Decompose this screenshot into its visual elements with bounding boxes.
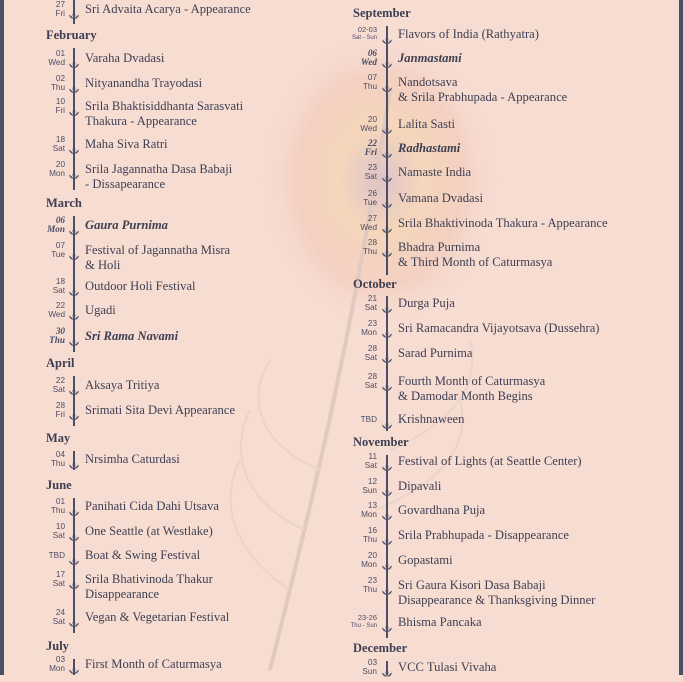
event-date <box>55 97 65 115</box>
event-title: Ugadi <box>85 303 116 317</box>
event-day: 02 <box>55 74 65 83</box>
event-day: 07 <box>55 241 65 250</box>
event-day: TBD <box>48 551 65 560</box>
event-date <box>55 0 65 18</box>
lotus-icon <box>68 165 80 174</box>
lotus-icon <box>68 221 80 230</box>
event-date <box>365 452 377 470</box>
event-weekday: Sat <box>364 353 377 362</box>
event-weekday: Wed <box>360 223 377 232</box>
event-title: Festival of Lights (at Seattle Center) <box>398 454 582 468</box>
event-title: Sarad Purnima <box>398 346 473 360</box>
event-weekday: Fri <box>55 9 65 18</box>
month-heading: June <box>46 478 72 492</box>
event-weekday: Thu <box>362 82 377 91</box>
lotus-icon <box>381 120 393 129</box>
event-title: Maha Siva Ratri <box>85 137 168 151</box>
event-weekday: Sat <box>364 381 377 390</box>
lotus-icon <box>381 531 393 540</box>
month-heading: February <box>46 28 97 42</box>
event-date <box>51 450 65 468</box>
event-date <box>53 277 65 295</box>
month-heading: December <box>353 641 408 655</box>
event-title: Sri Ramacandra Vijayotsava (Dussehra) <box>398 321 600 335</box>
month-heading: April <box>46 356 75 370</box>
event-title: Vegan & Vegetarian Festival <box>85 610 230 624</box>
event-date <box>352 25 377 43</box>
event-title: Govardhana Puja <box>398 503 486 517</box>
event-weekday: Sat <box>364 303 377 312</box>
event-date <box>363 526 377 544</box>
event-day: 06 <box>367 48 377 58</box>
event-date <box>362 477 377 495</box>
event-day: 22 <box>55 376 65 385</box>
right-border <box>679 0 683 675</box>
event-weekday: Sat <box>52 144 65 153</box>
month-heading: October <box>353 277 397 291</box>
month-heading: March <box>46 196 82 210</box>
lotus-icon <box>68 246 80 255</box>
event-title: Disappearance <box>85 586 160 601</box>
lotus-icon <box>68 381 80 390</box>
event-date <box>53 522 65 540</box>
event-day: 01 <box>55 497 65 506</box>
event-weekday: Thu <box>362 535 377 544</box>
event-day: 27 <box>367 214 377 223</box>
event-title: Boat & Swing Festival <box>85 548 201 562</box>
event-title: Flavors of India (Rathyatra) <box>398 27 539 41</box>
lotus-icon <box>381 556 393 565</box>
event-day: 04 <box>55 450 65 459</box>
event-weekday: Fri <box>55 410 65 419</box>
event-weekday: Sat - Sun <box>351 35 377 41</box>
event-title: Fourth Month of Caturmasya <box>398 374 546 388</box>
lotus-icon <box>68 282 80 291</box>
event-date <box>49 655 65 673</box>
event-date <box>365 139 377 157</box>
event-title: One Seattle (at Westlake) <box>85 524 213 538</box>
event-title: Aksaya Tritiya <box>85 378 160 392</box>
event-weekday: Wed <box>48 310 65 319</box>
event-day: 23 <box>367 163 377 172</box>
event-weekday: Thu <box>49 335 65 345</box>
event-day: 16 <box>367 526 377 535</box>
event-title: Srila Prabhupada - Disappearance <box>398 528 569 542</box>
event-date <box>361 501 377 519</box>
event-weekday: Fri <box>364 147 377 157</box>
event-date <box>48 49 65 67</box>
event-date <box>365 294 377 312</box>
event-weekday: Sat <box>52 579 65 588</box>
event-day: 26 <box>367 189 377 198</box>
event-weekday: Wed <box>360 124 377 133</box>
event-title: Srila Bhaktivinoda Thakura - Appearance <box>398 216 608 230</box>
event-title: Sri Rama Navami <box>85 329 179 343</box>
event-day: 23-26 <box>357 613 377 622</box>
event-weekday: Mon <box>49 169 65 178</box>
event-title: Thakura - Appearance <box>85 113 197 128</box>
event-date <box>363 73 377 91</box>
event-weekday: Fri <box>55 106 65 115</box>
event-title: Srila Bhativinoda Thakur <box>85 572 213 586</box>
event-weekday: Mon <box>49 664 65 673</box>
event-day: 24 <box>55 608 65 617</box>
event-title: Nandotsava <box>398 75 458 89</box>
event-title: Vamana Dvadasi <box>398 191 483 205</box>
event-day: 10 <box>55 97 65 106</box>
event-day: 27 <box>55 0 65 9</box>
event-title: Radhastami <box>398 141 461 155</box>
event-day: 03 <box>367 658 377 667</box>
event-weekday: Tue <box>51 250 65 259</box>
event-title: First Month of Caturmasya <box>85 657 222 671</box>
event-title: Janmastami <box>398 51 462 65</box>
event-weekday: Mon <box>361 328 377 337</box>
event-weekday: Mon <box>47 224 65 234</box>
event-day: 07 <box>367 73 377 82</box>
event-day: 28 <box>367 238 377 247</box>
lotus-icon <box>68 54 80 63</box>
event-title: Outdoor Holi Festival <box>85 279 196 293</box>
lotus-icon <box>68 660 80 669</box>
event-title: Gopastami <box>398 553 453 567</box>
event-date <box>51 497 65 515</box>
event-title: Panihati Cida Dahi Utsava <box>85 499 219 513</box>
event-day: 20 <box>367 551 377 560</box>
lotus-icon <box>381 30 393 39</box>
event-weekday: Thu <box>362 585 377 594</box>
event-weekday: Wed <box>48 58 65 67</box>
event-weekday: Sat <box>52 286 65 295</box>
event-weekday: Sat <box>52 617 65 626</box>
event-date <box>53 570 65 588</box>
event-weekday: Thu <box>362 247 377 256</box>
event-title: - Dissapearance <box>85 176 166 191</box>
event-date <box>365 372 377 390</box>
lotus-icon <box>381 415 393 424</box>
lotus-icon <box>68 332 80 341</box>
lotus-icon <box>68 140 80 149</box>
lotus-icon <box>381 243 393 252</box>
event-title: Bhisma Pancaka <box>398 615 482 629</box>
lotus-icon <box>381 299 393 308</box>
event-date <box>48 301 65 319</box>
event-date <box>363 576 377 594</box>
event-title: Gaura Purnima <box>85 218 168 232</box>
event-day: TBD <box>360 415 377 424</box>
event-weekday: Sat <box>364 461 377 470</box>
lotus-icon <box>68 406 80 415</box>
lotus-icon <box>68 5 80 14</box>
event-weekday: Thu <box>50 506 65 515</box>
event-date <box>362 658 377 676</box>
event-title: & Damodar Month Begins <box>398 388 533 403</box>
event-day: 18 <box>55 277 65 286</box>
lotus-icon <box>381 482 393 491</box>
event-weekday: Wed <box>360 57 377 67</box>
event-date <box>53 608 65 626</box>
event-title: VCC Tulasi Vivaha <box>398 660 497 674</box>
event-weekday: Mon <box>361 560 377 569</box>
event-date <box>49 551 65 560</box>
event-title: Srila Jagannatha Dasa Babaji <box>85 162 233 176</box>
event-title: & Holi <box>85 257 121 272</box>
lotus-icon <box>381 144 393 153</box>
lotus-icon <box>381 581 393 590</box>
event-weekday: Tue <box>363 198 377 207</box>
lotus-icon <box>381 377 393 386</box>
lotus-icon <box>68 306 80 315</box>
event-date <box>361 319 377 337</box>
event-title: Namaste India <box>398 165 472 179</box>
lotus-icon <box>68 79 80 88</box>
event-day: 10 <box>55 522 65 531</box>
event-weekday: Mon <box>361 510 377 519</box>
event-date <box>361 551 377 569</box>
event-title: Festival of Jagannatha Misra <box>85 243 231 257</box>
event-weekday: Thu - Sun <box>350 623 377 629</box>
event-date <box>363 238 377 256</box>
event-day: 22 <box>55 301 65 310</box>
lotus-icon <box>68 102 80 111</box>
event-title: Sri Advaita Acarya - Appearance <box>85 2 251 16</box>
lotus-icon <box>381 506 393 515</box>
event-date <box>351 613 377 631</box>
event-date <box>365 344 377 362</box>
event-title: Krishnaween <box>398 412 465 426</box>
event-day: 23 <box>367 319 377 328</box>
event-day: 12 <box>367 477 377 486</box>
event-day: 28 <box>367 344 377 353</box>
event-day: 11 <box>368 452 377 461</box>
event-weekday: Sat <box>52 385 65 394</box>
month-heading: July <box>46 639 69 653</box>
month-heading: September <box>353 6 411 20</box>
lotus-icon <box>68 527 80 536</box>
lotus-icon <box>381 618 393 627</box>
event-day: 20 <box>55 160 65 169</box>
event-day: 13 <box>367 501 377 510</box>
event-weekday: Thu <box>50 83 65 92</box>
event-date <box>365 163 377 181</box>
event-date <box>49 160 65 178</box>
event-day: 06 <box>55 215 65 225</box>
event-day: 22 <box>367 138 377 148</box>
event-date <box>47 216 65 234</box>
event-day: 02-03 <box>357 25 377 34</box>
lotus-icon <box>381 324 393 333</box>
event-date <box>55 401 65 419</box>
lotus-icon <box>381 194 393 203</box>
event-weekday: Thu <box>50 459 65 468</box>
event-day: 17 <box>55 570 65 579</box>
event-weekday: Sun <box>362 667 377 676</box>
event-title: Srila Bhaktisiddhanta Sarasvati <box>85 99 244 113</box>
lotus-icon <box>381 349 393 358</box>
event-day: 20 <box>367 115 377 124</box>
event-day: 21 <box>367 294 377 303</box>
event-title: & Srila Prabhupada - Appearance <box>398 89 568 104</box>
event-weekday: Sat <box>52 531 65 540</box>
event-title: & Third Month of Caturmasya <box>398 254 553 269</box>
lotus-icon <box>68 455 80 464</box>
event-date <box>51 74 65 92</box>
event-date <box>361 49 377 67</box>
month-heading: May <box>46 431 71 445</box>
event-day: 03 <box>55 655 65 664</box>
lotus-icon <box>68 613 80 622</box>
event-title: Durga Puja <box>398 296 455 310</box>
event-day: 30 <box>55 326 65 336</box>
event-title: Varaha Dvadasi <box>85 51 165 65</box>
event-day: 01 <box>55 49 65 58</box>
event-date <box>360 214 377 232</box>
event-day: 28 <box>55 401 65 410</box>
event-date <box>49 327 65 345</box>
event-title: Srimati Sita Devi Appearance <box>85 403 236 417</box>
event-date <box>360 115 377 133</box>
event-title: Lalita Sasti <box>398 117 456 131</box>
lotus-icon <box>68 502 80 511</box>
lotus-icon <box>68 551 80 560</box>
event-date <box>361 415 377 424</box>
event-title: Nityanandha Trayodasi <box>85 76 203 90</box>
event-date <box>53 135 65 153</box>
event-date <box>51 241 65 259</box>
event-weekday: Sat <box>364 172 377 181</box>
lotus-icon <box>381 663 393 672</box>
lotus-icon <box>68 575 80 584</box>
event-day: 23 <box>367 576 377 585</box>
lotus-icon <box>381 78 393 87</box>
event-title: Disappearance & Thanksgiving Dinner <box>398 592 596 607</box>
event-weekday: Sun <box>362 486 377 495</box>
month-heading: November <box>353 435 409 449</box>
event-title: Sri Gaura Kisori Dasa Babaji <box>398 578 546 592</box>
event-title: Bhadra Purnima <box>398 240 481 254</box>
event-title: Dipavali <box>398 479 442 493</box>
event-date <box>53 376 65 394</box>
event-title: Nrsimha Caturdasi <box>85 452 180 466</box>
event-date <box>363 189 377 207</box>
event-day: 28 <box>367 372 377 381</box>
lotus-icon <box>381 457 393 466</box>
lotus-icon <box>381 54 393 63</box>
lotus-icon <box>381 219 393 228</box>
left-border <box>0 0 4 675</box>
lotus-icon <box>381 168 393 177</box>
event-day: 18 <box>55 135 65 144</box>
